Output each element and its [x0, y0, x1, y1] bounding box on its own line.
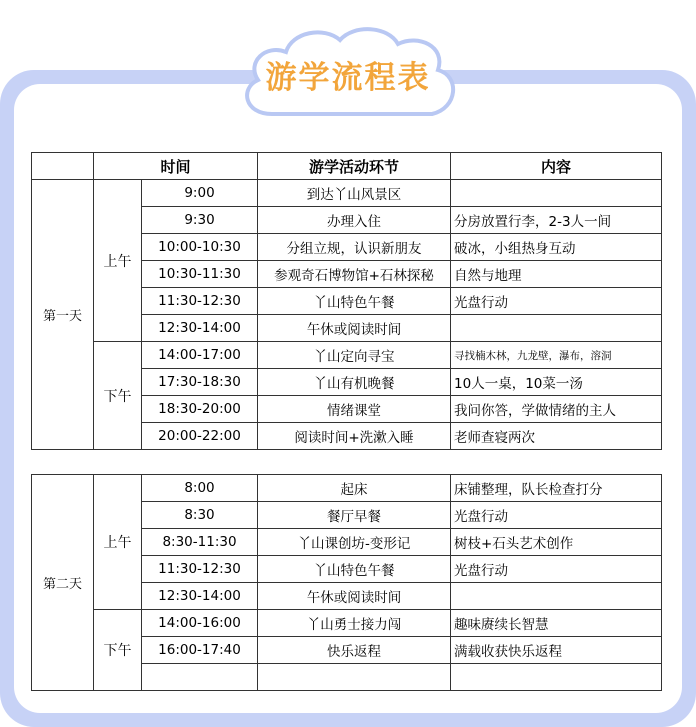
content-cell: 床铺整理，队长检查打分 [451, 475, 662, 502]
time-cell: 11:30-12:30 [142, 556, 258, 583]
activity-cell: 午休或阅读时间 [258, 583, 451, 610]
content-cell [451, 315, 662, 342]
activity-cell: 起床 [258, 475, 451, 502]
table-header-row [32, 153, 662, 180]
afternoon-label: 下午 [94, 342, 142, 450]
content-cell: 老师查寝两次 [451, 423, 662, 450]
activity-cell: 丫山课创坊-变形记 [258, 529, 451, 556]
header-blank [32, 153, 94, 180]
content-cell [451, 180, 662, 207]
time-cell: 20:00-22:00 [142, 423, 258, 450]
content-cell: 光盘行动 [451, 556, 662, 583]
activity-cell: 丫山定向寻宝 [258, 342, 451, 369]
time-cell: 14:00-17:00 [142, 342, 258, 369]
table-row [32, 475, 662, 502]
activity-cell: 快乐返程 [258, 637, 451, 664]
time-cell: 16:00-17:40 [142, 637, 258, 664]
day2-label: 第二天 [32, 475, 94, 691]
time-cell: 12:30-14:00 [142, 583, 258, 610]
day2-schedule-table [31, 474, 662, 691]
time-cell: 11:30-12:30 [142, 288, 258, 315]
time-cell: 8:00 [142, 475, 258, 502]
content-cell: 寻找楠木林，九龙壁，瀑布，溶洞 [451, 342, 662, 369]
time-cell: 10:00-10:30 [142, 234, 258, 261]
header-time: 时间 [94, 153, 258, 180]
time-cell: 12:30-14:00 [142, 315, 258, 342]
time-cell: 17:30-18:30 [142, 369, 258, 396]
table-row [32, 342, 662, 369]
content-cell: 破冰，小组热身互动 [451, 234, 662, 261]
activity-cell: 丫山特色午餐 [258, 288, 451, 315]
time-cell [142, 664, 258, 691]
day1-label: 第一天 [32, 180, 94, 450]
morning-label: 上午 [94, 475, 142, 610]
afternoon-label: 下午 [94, 610, 142, 691]
header-content: 内容 [451, 153, 662, 180]
time-cell: 10:30-11:30 [142, 261, 258, 288]
table-row [32, 180, 662, 207]
activity-cell: 情绪课堂 [258, 396, 451, 423]
activity-cell: 午休或阅读时间 [258, 315, 451, 342]
time-cell: 8:30 [142, 502, 258, 529]
content-cell: 光盘行动 [451, 288, 662, 315]
day1-schedule-table [31, 152, 662, 450]
header-activity: 游学活动环节 [258, 153, 451, 180]
content-cell: 自然与地理 [451, 261, 662, 288]
content-cell: 我问你答，学做情绪的主人 [451, 396, 662, 423]
content-cell: 10人一桌，10菜一汤 [451, 369, 662, 396]
time-cell: 18:30-20:00 [142, 396, 258, 423]
table-row [32, 610, 662, 637]
activity-cell: 丫山勇士接力闯 [258, 610, 451, 637]
content-cell [451, 664, 662, 691]
activity-cell: 参观奇石博物馆+石林探秘 [258, 261, 451, 288]
content-cell: 满载收获快乐返程 [451, 637, 662, 664]
morning-label: 上午 [94, 180, 142, 342]
content-cell: 分房放置行李，2-3人一间 [451, 207, 662, 234]
time-cell: 9:30 [142, 207, 258, 234]
activity-cell: 丫山特色午餐 [258, 556, 451, 583]
time-cell: 14:00-16:00 [142, 610, 258, 637]
content-cell: 光盘行动 [451, 502, 662, 529]
activity-cell: 阅读时间+洗漱入睡 [258, 423, 451, 450]
activity-cell: 办理入住 [258, 207, 451, 234]
page-title: 游学流程表 [265, 60, 431, 96]
activity-cell [258, 664, 451, 691]
activity-cell: 丫山有机晚餐 [258, 369, 451, 396]
content-cell: 树枝+石头艺术创作 [451, 529, 662, 556]
activity-cell: 到达丫山风景区 [258, 180, 451, 207]
time-cell: 8:30-11:30 [142, 529, 258, 556]
activity-cell: 餐厅早餐 [258, 502, 451, 529]
activity-cell: 分组立规，认识新朋友 [258, 234, 451, 261]
time-cell: 9:00 [142, 180, 258, 207]
content-cell: 趣味赓续长智慧 [451, 610, 662, 637]
content-cell [451, 583, 662, 610]
